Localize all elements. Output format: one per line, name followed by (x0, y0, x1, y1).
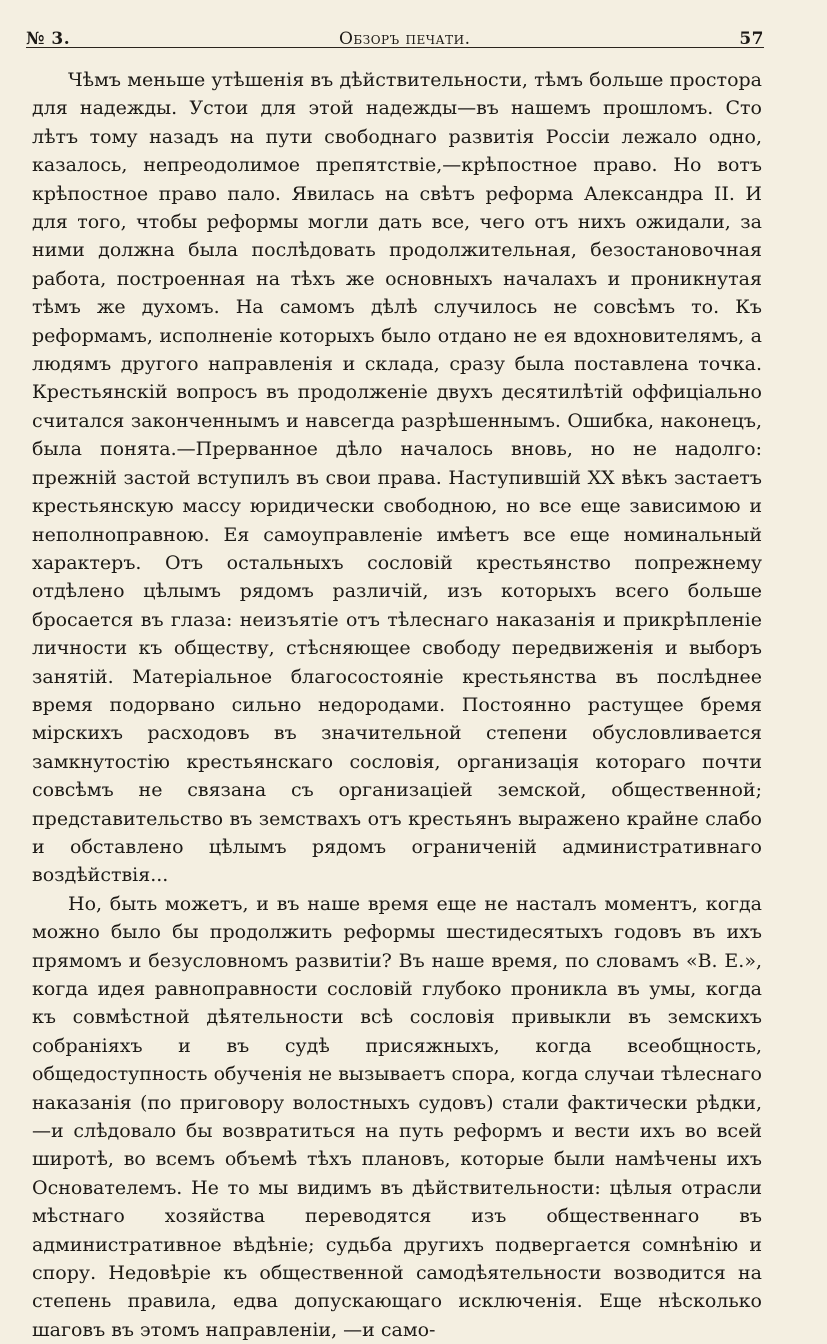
paragraph: Чѣмъ меньше утѣшенія въ дѣйствительности, тѣмъ больше простора для надежды. Устои для этой надежды—въ нашемъ прошломъ. Сто лѣтъ тому назадъ на пути свободнаго развитія Россіи лежало одно, казалось, непреодолимое препятствіе,—крѣпостное право. Но вотъ крѣпостное право пало. Явилась на свѣтъ реформа Александра II. И для того, чтобы реформы могли дать все, чего отъ нихъ ожидали, за ними должна была послѣдовать продолжительная, безостановочная работа, построенная на тѣхъ же основныхъ началахъ и проникнутая тѣмъ же духомъ. На самомъ дѣлѣ случилось не совсѣмъ то. Къ реформамъ, исполненіе которыхъ было отдано не ея вдохновителямъ, а людямъ другого направленія и склада, сразу была поставлена точка. Крестьянскій вопросъ въ продолженіе двухъ десятилѣтій оффиціально считался законченнымъ и навсегда разрѣшеннымъ. Ошибка, наконецъ, была понята.—Прерванное дѣло началось вновь, но не надолго: прежній застой вступилъ въ свои права. Наступившій XX вѣкъ застаетъ крестьянскую массу юридически свободною, но все еще зависимою и неполноправною. Ея самоуправленіе имѣетъ все еще номинальный характеръ. Отъ остальныхъ сословій крестьянство попрежнему отдѣлено цѣлымъ рядомъ различій, изъ которыхъ всего больше бросается въ глаза: неизъятіе отъ тѣлеснаго наказанія и прикрѣпленіе личности къ обществу, стѣсняющее свободу передвиженія и выборъ занятій. Матеріальное благосостояніе крестьянства въ послѣднее время подорвано сильно недородами. Постоянно растущее бремя мірскихъ расходовъ въ значительной степени обусловливается замкнутостію крестьянскаго сословія, организація котораго почти совсѣмъ не связана съ организаціей земской, общественной; представительство въ земствахъ отъ крестьянъ выражено крайне слабо и обставлено цѣлымъ рядомъ ограниченій административнаго воздѣйствія... (32, 69, 762, 887)
body-text (32, 66, 762, 1344)
section-title: Обзоръ печати. (338, 29, 471, 49)
page-number: 57 (739, 29, 764, 49)
issue-number: № 3. (26, 29, 71, 49)
running-header (26, 19, 764, 49)
paragraph: Но, быть можетъ, и въ наше время еще не насталъ моментъ, когда можно было бы продолжить реформы шестидесятыхъ годовъ въ ихъ прямомъ и безусловномъ развитіи? Въ наше время, по словамъ «В. Е.», когда идея равноправности сословій глубоко проникла въ умы, когда къ совмѣстной дѣятельности всѣ сословія привыкли въ земскихъ собраніяхъ и въ судѣ присяжныхъ, когда всеобщность, общедоступность обученія не вызываетъ спора, когда случаи тѣлеснаго наказанія (по приговору волостныхъ судовъ) стали фактически рѣдки,—и слѣдовало бы возвратиться на путь реформъ и вести ихъ во всей широтѣ, во всемъ объемѣ тѣхъ плановъ, которые были намѣчены ихъ Основателемъ. Не то мы видимъ въ дѣйствительности: цѣлыя отрасли мѣстнаго хозяйства переводятся изъ общественнаго въ административное вѣдѣніе; судьба другихъ подвергается сомнѣнію и спору. Недовѣріе къ общественной самодѣятельности возводится на степень правила, едва допускающаго исключенія. Еще нѣсколько шаговъ въ этомъ направленіи, —и само- (32, 892, 762, 1341)
header-rule (26, 47, 764, 48)
